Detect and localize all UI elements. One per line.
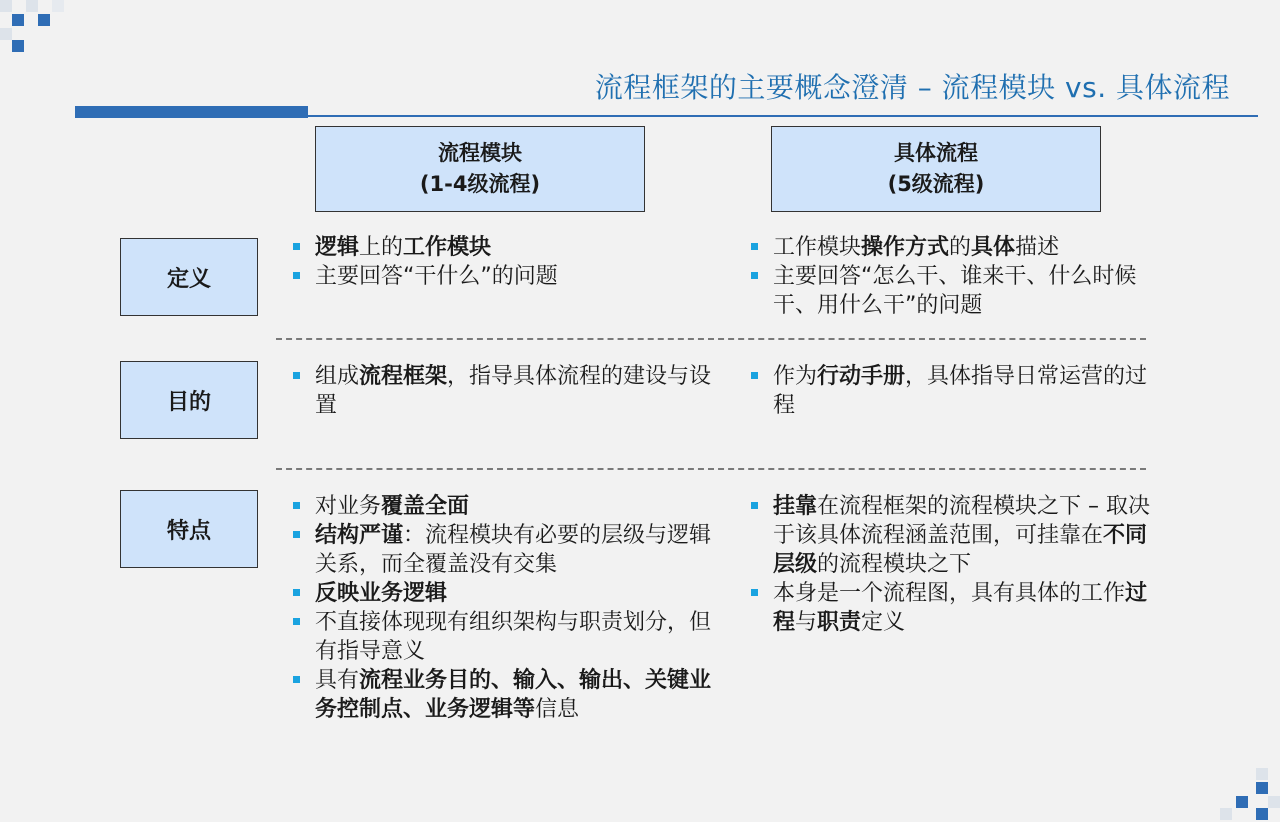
bullet-text-bold: 行动手册: [817, 364, 906, 389]
bullet-item: [292, 521, 720, 579]
bullet-text: 信息: [535, 697, 580, 722]
bullet-item: [750, 492, 1150, 579]
bullet-text-bold: 流程业务目的、输入、输出、关键业务控制点、业务逻辑等: [315, 668, 712, 722]
row-divider: [276, 468, 1146, 470]
bullet-text: 描述: [1015, 235, 1060, 260]
bullet-text: 工作模块: [773, 235, 862, 260]
bullet-item: [292, 608, 720, 666]
bullet-text: 不直接体现现有组织架构与职责划分，但有指导意义: [315, 610, 712, 664]
bullet-text: ，具体指导日常运营的过程: [773, 364, 1148, 418]
bullet-item: [292, 262, 722, 291]
bullet-text-bold: 反映业务逻辑: [315, 581, 448, 606]
bullet-text: 的流程模块之下: [817, 552, 972, 577]
bullet-text-bold: 操作方式: [861, 235, 950, 260]
bullet-item: [750, 579, 1150, 637]
row-label-definition: 定义: [120, 238, 258, 316]
bullet-text-bold: 职责: [817, 610, 862, 635]
bullet-item: [292, 666, 720, 724]
bullet-text-bold: 挂靠: [773, 494, 818, 519]
bullet-text: 主要回答“干什么”的问题: [315, 264, 558, 289]
definition-process-list: [750, 233, 1150, 320]
bullet-text: 定义: [861, 610, 906, 635]
bullet-text: 主要回答“怎么干、谁来干、什么时候干、用什么干”的问题: [773, 264, 1137, 318]
bullet-text-bold: 结构严谨: [315, 523, 404, 548]
bullet-item: [292, 579, 720, 608]
column-header-process-module: [315, 126, 645, 212]
row-divider: [276, 338, 1146, 340]
bullet-text-bold: 流程框架: [359, 364, 448, 389]
bullet-text: 本身是一个流程图，具有具体的工作: [773, 581, 1126, 606]
column-header-title: 流程模块: [438, 141, 522, 165]
bullet-item: [292, 362, 717, 420]
bullet-text-bold: 过程: [773, 581, 1148, 635]
bullet-text: 的: [949, 235, 972, 260]
bullet-text: 对业务: [315, 494, 382, 519]
bullet-item: [750, 362, 1150, 420]
page-title: 流程框架的主要概念澄清 – 流程模块 vs. 具体流程: [594, 71, 1230, 104]
definition-module-list: [292, 233, 722, 291]
column-header-subtitle: (5级流程): [887, 172, 985, 196]
bullet-text-bold: 具体: [971, 235, 1016, 260]
bullet-text: ，指导具体流程的建设与设置: [315, 364, 712, 418]
row-label-features: 特点: [120, 490, 258, 568]
title-rule: [308, 115, 1258, 117]
bullet-text-bold: 逻辑: [315, 235, 360, 260]
bullet-item: [750, 233, 1150, 262]
bullet-text-bold: 工作模块: [403, 235, 492, 260]
bullet-text-bold: 不同层级: [773, 523, 1148, 577]
bullet-text: 具有: [315, 668, 360, 693]
column-header-title: 具体流程: [894, 141, 978, 165]
column-header-specific-process: [771, 126, 1101, 212]
bullet-text: 组成: [315, 364, 360, 389]
purpose-module-list: [292, 362, 717, 420]
bullet-text: 在流程框架的流程模块之下 – 取决于该具体流程涵盖范围，可挂靠在: [773, 494, 1151, 548]
bullet-text: 与: [795, 610, 818, 635]
bullet-item: [750, 262, 1150, 320]
bullet-text: ：流程模块有必要的层级与逻辑关系，而全覆盖没有交集: [315, 523, 712, 577]
bullet-text-bold: 覆盖全面: [381, 494, 470, 519]
bullet-text: 作为: [773, 364, 818, 389]
column-header-subtitle: (1-4级流程): [419, 172, 541, 196]
row-label-purpose: 目的: [120, 361, 258, 439]
purpose-process-list: [750, 362, 1150, 420]
bullet-item: [292, 492, 720, 521]
bullet-item: [292, 233, 722, 262]
bullet-text: 上的: [359, 235, 404, 260]
features-module-list: [292, 492, 720, 724]
features-process-list: [750, 492, 1150, 637]
title-rule-accent: [75, 106, 308, 118]
